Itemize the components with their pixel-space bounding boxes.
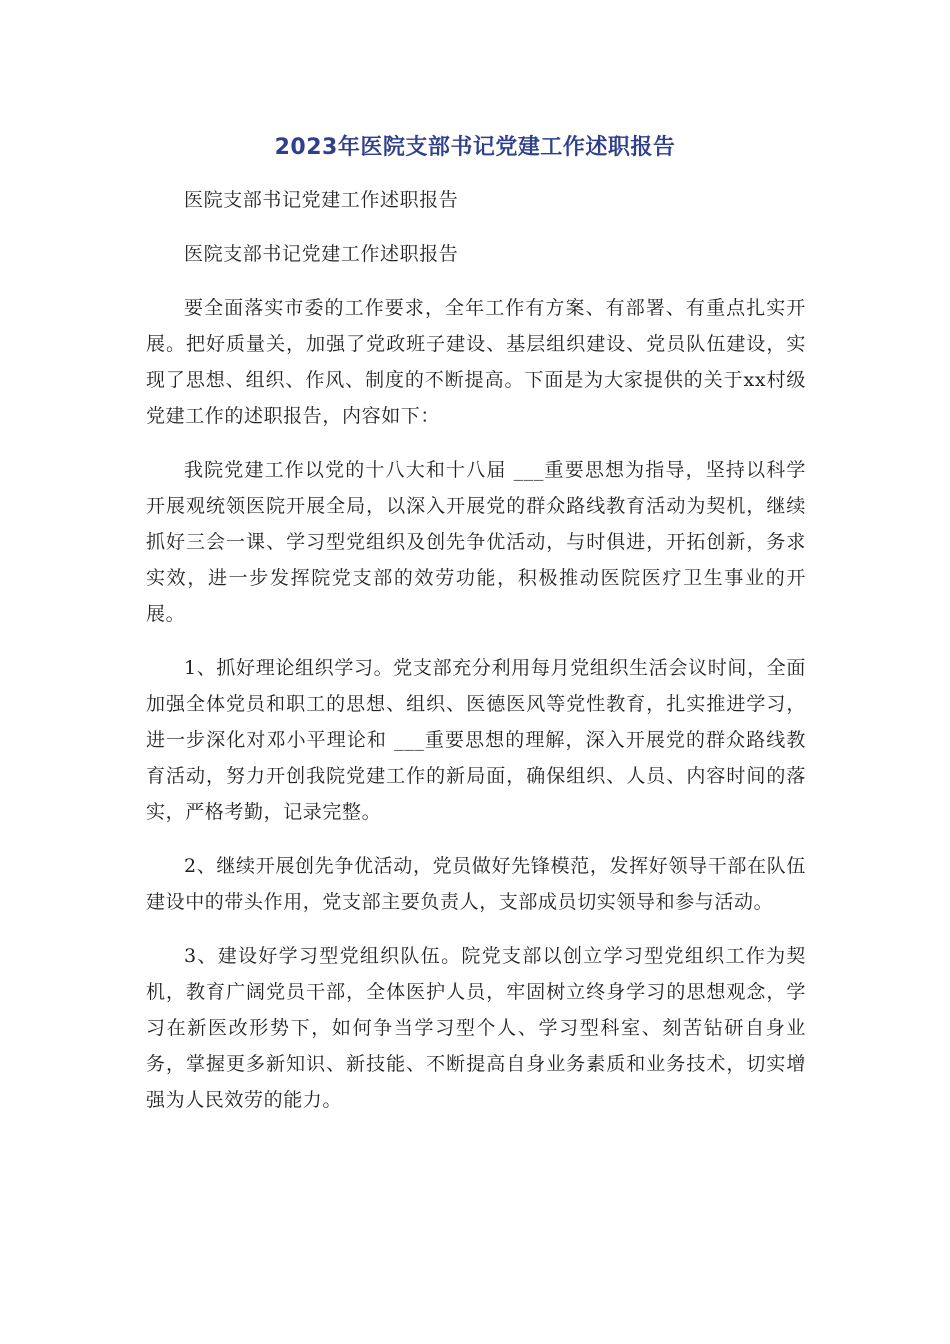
item-2-paragraph: 2、继续开展创先争优活动，党员做好先锋模范，发挥好领导干部在队伍建设中的带头作用，党支部主要负责人，支部成员切实领导和参与活动。 [146,855,806,913]
guiding-paragraph: 我院党建工作以党的十八大和十八届 ___重要思想为指导，坚持以科学开展观统领医院开展全局，以深入开展党的群众路线教育活动为契机，继续抓好三会一课、学习型党组织及创先争优活动，与时俱进，开拓创新，务求实效，进一步发挥院党支部的效劳功能，积极推动医院医疗卫生事业的开展。 [146,459,806,625]
document-body [146,182,806,1136]
document-title: 2023年医院支部书记党建工作述职报告 [274,135,676,160]
item-3-paragraph: 3、建设好学习型党组织队伍。院党支部以创立学习型党组织工作为契机，教育广阔党员干部，全体医护人员，牢固树立终身学习的思想观念，学习在新医改形势下，如何争当学习型个人、学习型科室、刻苦钻研自身业务，掌握更多新知识、新技能、不断提高自身业务素质和业务技术，切实增强为人民效劳的能力。 [146,945,806,1111]
subtitle-paragraph-2: 医院支部书记党建工作述职报告 [184,243,459,265]
intro-paragraph: 要全面落实市委的工作要求，全年工作有方案、有部署、有重点扎实开展。把好质量关，加强了党政班子建设、基层组织建设、党员队伍建设，实现了思想、组织、作风、制度的不断提高。下面是为大家提供的关于xx村级党建工作的述职报告，内容如下： [146,297,806,427]
item-1-paragraph: 1、抓好理论组织学习。党支部充分利用每月党组织生活会议时间，全面加强全体党员和职工的思想、组织、医德医风等党性教育，扎实推进学习，进一步深化对邓小平理论和 ___重要思想的理解，深入开展党的群众路线教育活动，努力开创我院党建工作的新局面，确保组织、人员、内容时间的落实，严格考勤，记录完整。 [146,657,806,823]
subtitle-paragraph-1: 医院支部书记党建工作述职报告 [184,189,459,211]
